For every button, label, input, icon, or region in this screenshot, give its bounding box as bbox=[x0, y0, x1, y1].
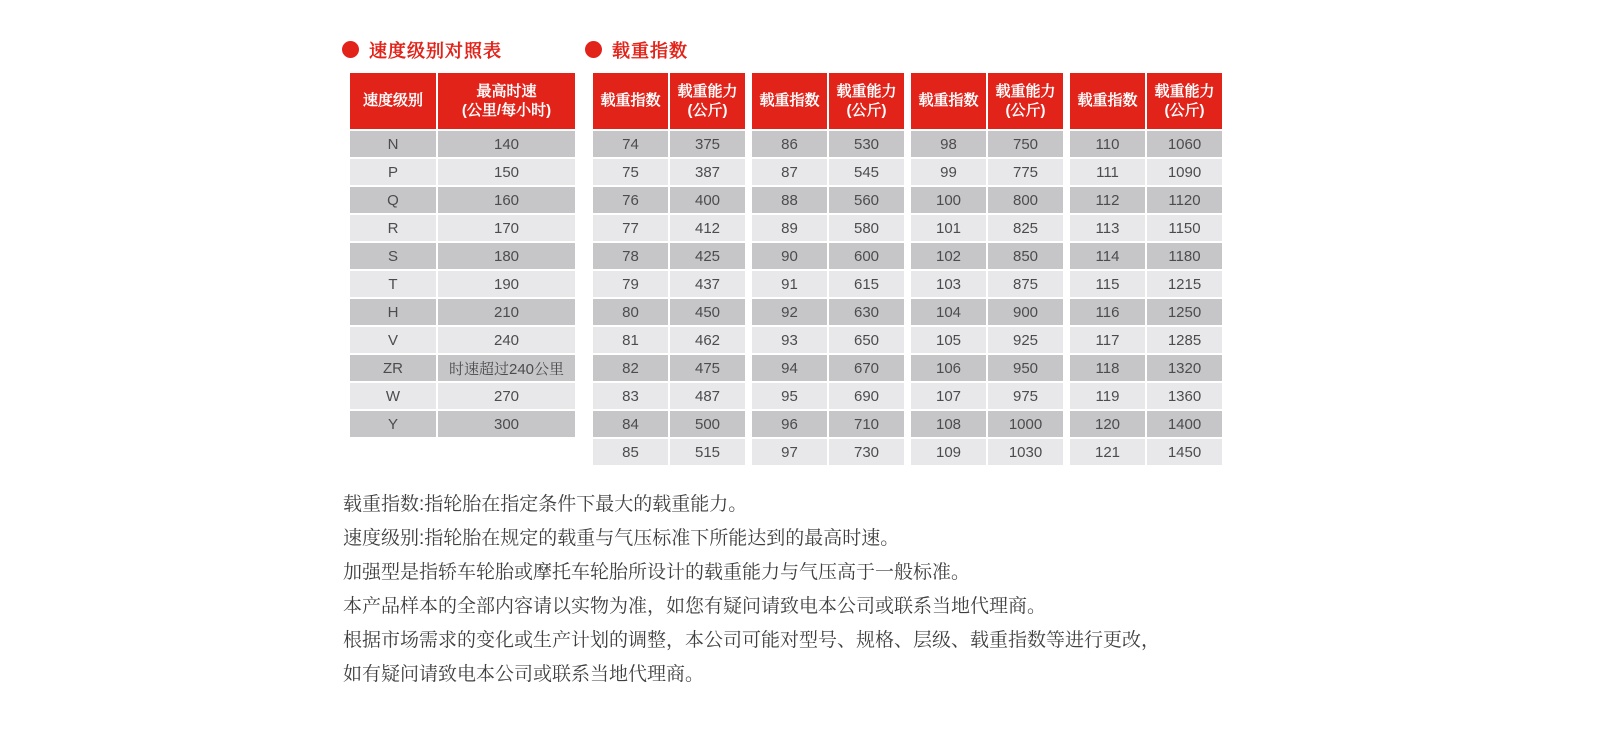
load-index-cell: 84 bbox=[593, 411, 668, 437]
load-capacity-cell: 1285 bbox=[1147, 327, 1222, 353]
load-index-header: 载重指数 bbox=[593, 73, 668, 129]
speed-rating-cell: N bbox=[350, 131, 436, 157]
speed-rating-cell: S bbox=[350, 243, 436, 269]
speed-value-cell: 160 bbox=[438, 187, 575, 213]
load-capacity-cell: 900 bbox=[988, 299, 1063, 325]
load-index-cell: 113 bbox=[1070, 215, 1145, 241]
load-capacity-cell: 1250 bbox=[1147, 299, 1222, 325]
load-capacity-cell: 400 bbox=[670, 187, 745, 213]
load-table-group bbox=[911, 73, 1063, 465]
load-capacity-cell: 1120 bbox=[1147, 187, 1222, 213]
load-table-group bbox=[752, 73, 904, 465]
load-capacity-cell: 975 bbox=[988, 383, 1063, 409]
speed-value-cell: 270 bbox=[438, 383, 575, 409]
load-capacity-cell: 1215 bbox=[1147, 271, 1222, 297]
load-index-cell: 98 bbox=[911, 131, 986, 157]
speed-rating-cell: P bbox=[350, 159, 436, 185]
load-index-cell: 112 bbox=[1070, 187, 1145, 213]
speed-value-cell: 210 bbox=[438, 299, 575, 325]
load-capacity-header-line2: (公斤) bbox=[1005, 102, 1046, 119]
load-capacity-header bbox=[1147, 73, 1222, 129]
speed-value-cell: 170 bbox=[438, 215, 575, 241]
load-index-cell: 77 bbox=[593, 215, 668, 241]
load-index-cell: 110 bbox=[1070, 131, 1145, 157]
note-line: 如有疑问请致电本公司或联系当地代理商。 bbox=[343, 664, 705, 685]
load-index-cell: 109 bbox=[911, 439, 986, 465]
speed-rating-cell: H bbox=[350, 299, 436, 325]
load-capacity-cell: 615 bbox=[829, 271, 904, 297]
load-capacity-cell: 560 bbox=[829, 187, 904, 213]
load-capacity-cell: 450 bbox=[670, 299, 745, 325]
load-capacity-cell: 500 bbox=[670, 411, 745, 437]
load-index-cell: 97 bbox=[752, 439, 827, 465]
load-index-header: 载重指数 bbox=[1070, 73, 1145, 129]
load-index-cell: 96 bbox=[752, 411, 827, 437]
load-capacity-cell: 1360 bbox=[1147, 383, 1222, 409]
load-index-cell: 75 bbox=[593, 159, 668, 185]
speed-rating-cell: Q bbox=[350, 187, 436, 213]
speed-rating-header: 速度级别 bbox=[350, 73, 436, 129]
load-capacity-cell: 515 bbox=[670, 439, 745, 465]
load-index-cell: 119 bbox=[1070, 383, 1145, 409]
load-index-cell: 101 bbox=[911, 215, 986, 241]
load-capacity-cell: 1320 bbox=[1147, 355, 1222, 381]
speed-value-header-line1: 最高时速 bbox=[476, 82, 537, 100]
speed-value-cell: 300 bbox=[438, 411, 575, 437]
notes bbox=[343, 488, 1160, 692]
load-index-cell: 89 bbox=[752, 215, 827, 241]
note-line: 速度级别:指轮胎在规定的载重与气压标准下所能达到的最高时速。 bbox=[343, 528, 900, 549]
load-index-cell: 106 bbox=[911, 355, 986, 381]
load-capacity-cell: 825 bbox=[988, 215, 1063, 241]
note-line: 本产品样本的全部内容请以实物为准，如您有疑问请致电本公司或联系当地代理商。 bbox=[343, 596, 1047, 617]
speed-rating-cell: W bbox=[350, 383, 436, 409]
load-index-header: 载重指数 bbox=[911, 73, 986, 129]
load-capacity-cell: 1000 bbox=[988, 411, 1063, 437]
load-capacity-cell: 375 bbox=[670, 131, 745, 157]
load-index-header: 载重指数 bbox=[752, 73, 827, 129]
load-capacity-cell: 670 bbox=[829, 355, 904, 381]
load-index-cell: 76 bbox=[593, 187, 668, 213]
load-capacity-cell: 600 bbox=[829, 243, 904, 269]
speed-value-cell: 180 bbox=[438, 243, 575, 269]
load-index-cell: 105 bbox=[911, 327, 986, 353]
speed-rating-cell: V bbox=[350, 327, 436, 353]
load-capacity-header-line1: 载重能力 bbox=[995, 82, 1056, 100]
load-index-cell: 88 bbox=[752, 187, 827, 213]
speed-value-cell: 190 bbox=[438, 271, 575, 297]
load-section-title-text: 载重指数 bbox=[612, 40, 688, 61]
speed-value-header-line2: (公里/每小时) bbox=[461, 102, 552, 119]
load-index-cell: 108 bbox=[911, 411, 986, 437]
load-index-cell: 107 bbox=[911, 383, 986, 409]
load-capacity-cell: 1030 bbox=[988, 439, 1063, 465]
load-capacity-header-line2: (公斤) bbox=[1164, 102, 1205, 119]
load-index-cell: 118 bbox=[1070, 355, 1145, 381]
note-line: 根据市场需求的变化或生产计划的调整，本公司可能对型号、规格、层级、载重指数等进行更改， bbox=[343, 630, 1161, 651]
load-capacity-cell: 925 bbox=[988, 327, 1063, 353]
load-index-cell: 115 bbox=[1070, 271, 1145, 297]
load-capacity-cell: 750 bbox=[988, 131, 1063, 157]
load-capacity-cell: 850 bbox=[988, 243, 1063, 269]
load-index-cell: 114 bbox=[1070, 243, 1145, 269]
load-index-cell: 74 bbox=[593, 131, 668, 157]
load-capacity-cell: 545 bbox=[829, 159, 904, 185]
load-capacity-cell: 800 bbox=[988, 187, 1063, 213]
load-capacity-cell: 475 bbox=[670, 355, 745, 381]
load-index-cell: 103 bbox=[911, 271, 986, 297]
speed-rating-cell: R bbox=[350, 215, 436, 241]
load-capacity-header bbox=[988, 73, 1063, 129]
red-dot-icon bbox=[342, 41, 359, 58]
load-capacity-cell: 1060 bbox=[1147, 131, 1222, 157]
load-index-cell: 91 bbox=[752, 271, 827, 297]
speed-value-cell: 240 bbox=[438, 327, 575, 353]
note-line: 加强型是指轿车轮胎或摩托车轮胎所设计的载重能力与气压高于一般标准。 bbox=[343, 562, 971, 583]
load-index-cell: 95 bbox=[752, 383, 827, 409]
load-index-cell: 83 bbox=[593, 383, 668, 409]
load-index-cell: 79 bbox=[593, 271, 668, 297]
load-index-cell: 102 bbox=[911, 243, 986, 269]
load-capacity-cell: 387 bbox=[670, 159, 745, 185]
load-capacity-cell: 630 bbox=[829, 299, 904, 325]
speed-value-cell: 时速超过240公里 bbox=[438, 355, 575, 381]
load-capacity-cell: 1180 bbox=[1147, 243, 1222, 269]
load-index-cell: 80 bbox=[593, 299, 668, 325]
load-index-cell: 78 bbox=[593, 243, 668, 269]
load-index-cell: 111 bbox=[1070, 159, 1145, 185]
load-index-cell: 94 bbox=[752, 355, 827, 381]
load-capacity-cell: 950 bbox=[988, 355, 1063, 381]
load-capacity-cell: 487 bbox=[670, 383, 745, 409]
speed-value-cell: 150 bbox=[438, 159, 575, 185]
speed-value-header bbox=[438, 73, 575, 129]
speed-rating-cell: Y bbox=[350, 411, 436, 437]
load-index-cell: 82 bbox=[593, 355, 668, 381]
load-index-cell: 90 bbox=[752, 243, 827, 269]
load-index-cell: 81 bbox=[593, 327, 668, 353]
speed-rating-cell: T bbox=[350, 271, 436, 297]
load-capacity-header-line1: 载重能力 bbox=[836, 82, 897, 100]
load-index-cell: 92 bbox=[752, 299, 827, 325]
load-capacity-cell: 462 bbox=[670, 327, 745, 353]
load-capacity-cell: 530 bbox=[829, 131, 904, 157]
note-line: 载重指数:指轮胎在指定条件下最大的载重能力。 bbox=[343, 494, 748, 515]
load-capacity-cell: 1090 bbox=[1147, 159, 1222, 185]
load-index-cell: 93 bbox=[752, 327, 827, 353]
load-capacity-header-line2: (公斤) bbox=[687, 102, 728, 119]
speed-section-title bbox=[342, 40, 575, 61]
load-capacity-cell: 1450 bbox=[1147, 439, 1222, 465]
load-capacity-cell: 1150 bbox=[1147, 215, 1222, 241]
load-capacity-header bbox=[670, 73, 745, 129]
speed-rating-section bbox=[350, 41, 575, 437]
load-index-section bbox=[593, 41, 1222, 465]
load-capacity-header-line1: 载重能力 bbox=[1154, 82, 1215, 100]
load-index-cell: 87 bbox=[752, 159, 827, 185]
load-capacity-cell: 730 bbox=[829, 439, 904, 465]
load-capacity-cell: 580 bbox=[829, 215, 904, 241]
load-index-cell: 121 bbox=[1070, 439, 1145, 465]
load-index-cell: 120 bbox=[1070, 411, 1145, 437]
load-capacity-cell: 710 bbox=[829, 411, 904, 437]
load-index-cell: 85 bbox=[593, 439, 668, 465]
speed-rating-cell: ZR bbox=[350, 355, 436, 381]
load-capacity-cell: 875 bbox=[988, 271, 1063, 297]
load-index-cell: 86 bbox=[752, 131, 827, 157]
load-capacity-cell: 690 bbox=[829, 383, 904, 409]
load-capacity-header-line1: 载重能力 bbox=[677, 82, 738, 100]
load-index-cell: 100 bbox=[911, 187, 986, 213]
load-table-group bbox=[593, 73, 745, 465]
red-dot-icon bbox=[585, 41, 602, 58]
load-table-group bbox=[1070, 73, 1222, 465]
load-capacity-cell: 1400 bbox=[1147, 411, 1222, 437]
load-capacity-cell: 437 bbox=[670, 271, 745, 297]
speed-section-title-text: 速度级别对照表 bbox=[369, 40, 502, 61]
load-capacity-cell: 425 bbox=[670, 243, 745, 269]
load-index-cell: 99 bbox=[911, 159, 986, 185]
load-capacity-header-line2: (公斤) bbox=[846, 102, 887, 119]
load-table bbox=[593, 73, 1222, 465]
load-index-cell: 104 bbox=[911, 299, 986, 325]
load-capacity-header bbox=[829, 73, 904, 129]
load-index-cell: 116 bbox=[1070, 299, 1145, 325]
speed-table bbox=[350, 73, 575, 437]
load-capacity-cell: 650 bbox=[829, 327, 904, 353]
load-section-title bbox=[585, 40, 1222, 61]
load-capacity-cell: 775 bbox=[988, 159, 1063, 185]
load-capacity-cell: 412 bbox=[670, 215, 745, 241]
load-index-cell: 117 bbox=[1070, 327, 1145, 353]
speed-value-cell: 140 bbox=[438, 131, 575, 157]
